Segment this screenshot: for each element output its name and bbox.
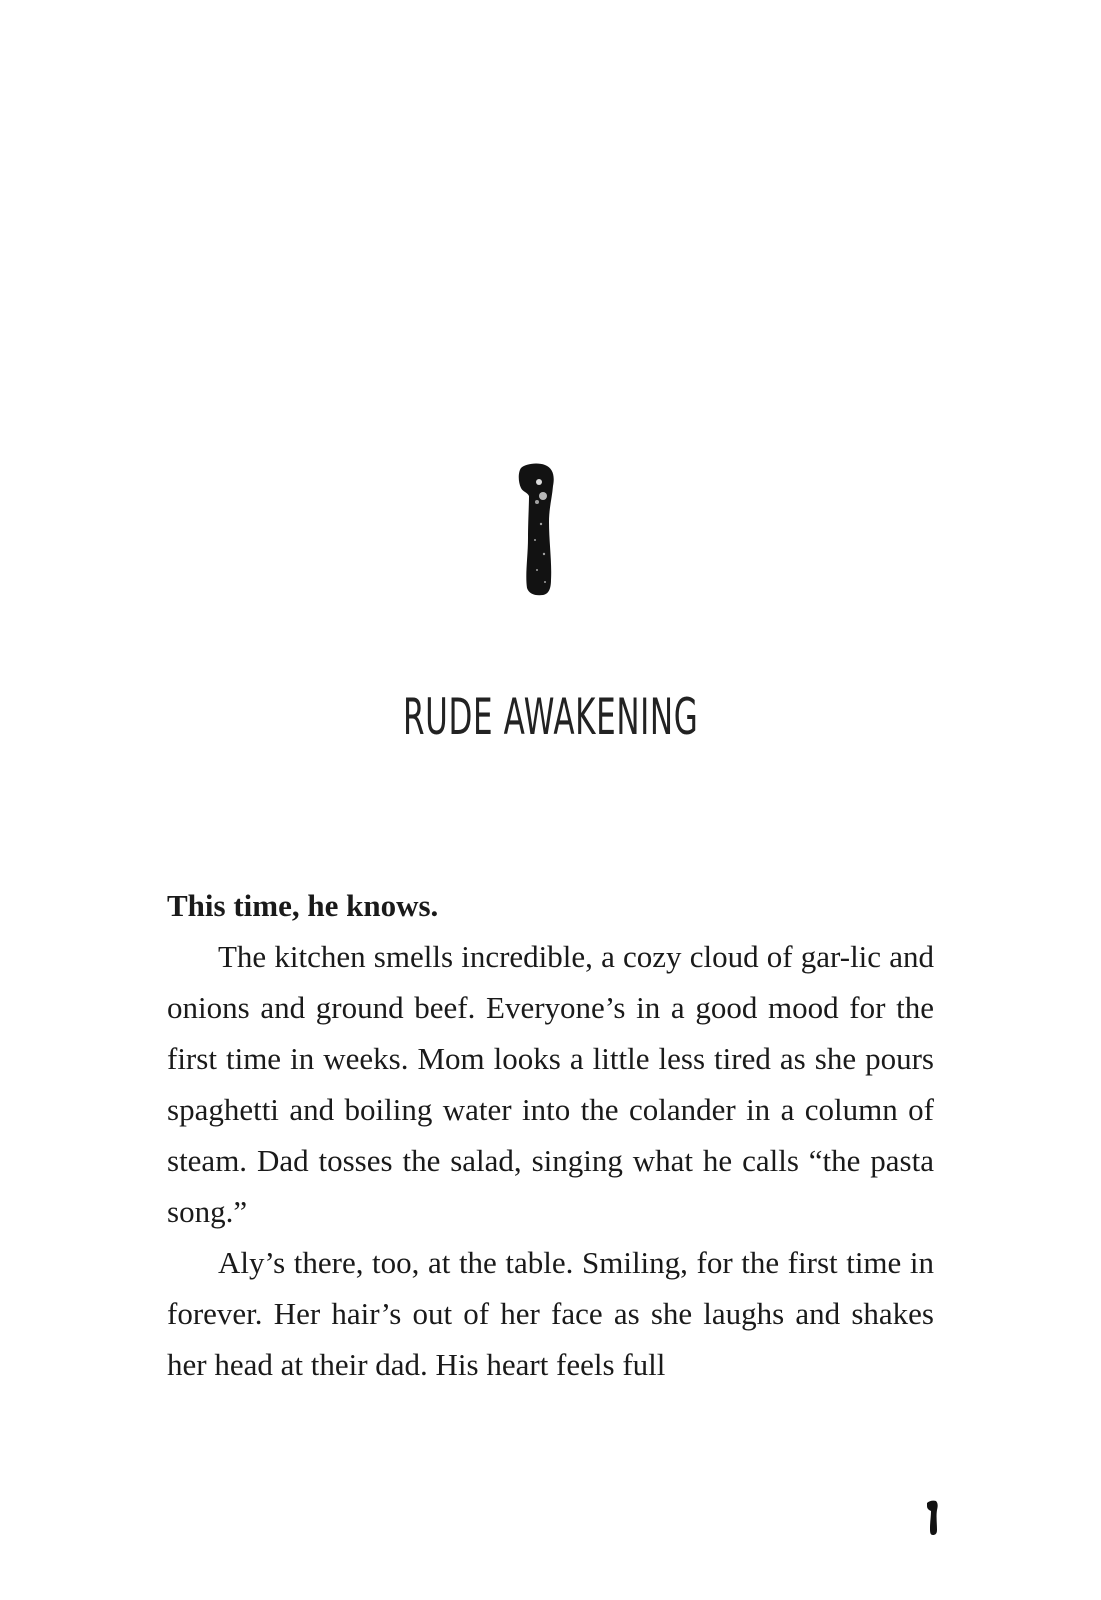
page-number-glyph	[926, 1500, 940, 1536]
chapter-body	[167, 880, 934, 1390]
chapter-number-glyph	[515, 462, 575, 598]
paragraph: Aly’s there, too, at the table. Smiling, for the first time in forever. Her hair’s out of her face as she laughs and shakes her head at their dad. His heart feels full	[167, 1245, 934, 1382]
lead-sentence: This time, he knows.	[167, 888, 439, 923]
chapter-number	[515, 462, 575, 598]
chapter-title: RUDE AWAKENING	[403, 688, 699, 746]
page-number	[926, 1500, 940, 1536]
paragraph: The kitchen smells incredible, a cozy cloud of gar-lic and onions and ground beef. Everyone’s in a good mood for the first time in weeks. Mom looks a little less tired as she pours spaghetti and boiling water into the colander in a column of steam. Dad tosses the salad, singing what he calls “the pasta song.”	[167, 939, 934, 1229]
